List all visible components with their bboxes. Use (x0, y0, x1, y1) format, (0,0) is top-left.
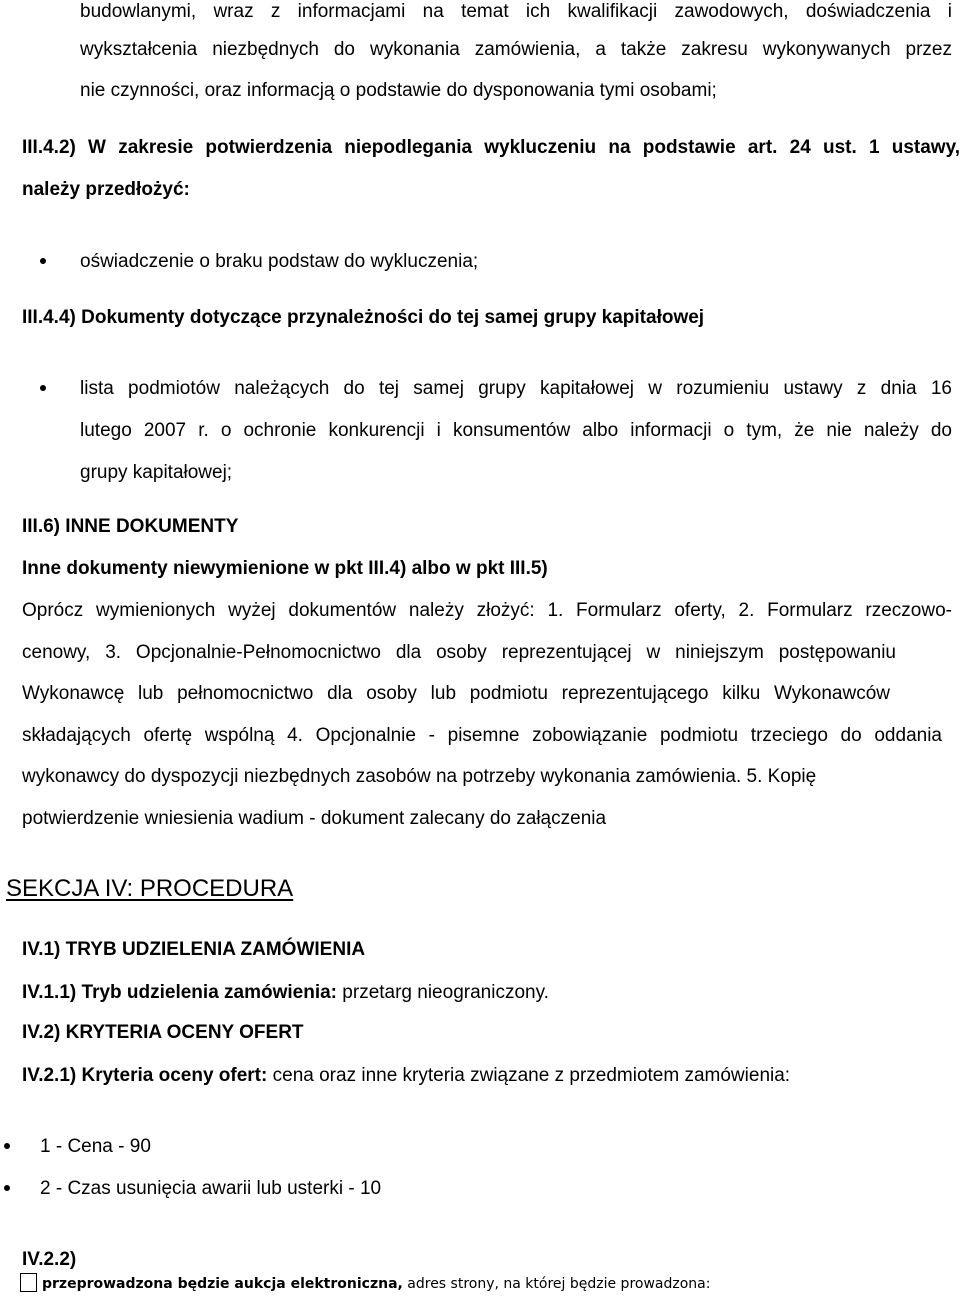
iv21-label: IV.2.1) Kryteria oceny ofert: (22, 1065, 268, 1086)
iv21-value: cena oraz inne kryteria związane z przedmiotem zamówienia: (267, 1065, 791, 1086)
bullet-icon (40, 258, 46, 264)
auction-row (42, 1275, 710, 1293)
auction-value: adres strony, na której będzie prowadzona: (402, 1276, 711, 1292)
heading-iv22: IV.2.2) (22, 1249, 77, 1270)
list-item: oświadczenie o braku podstaw do wykluczenia; (80, 251, 479, 272)
intro-line: nie czynności, oraz informacją o podstawie do dysponowania tymi osobami; (80, 80, 717, 101)
heading-iv2: IV.2) KRYTERIA OCENY OFERT (22, 1022, 304, 1043)
iv11-label: IV.1.1) Tryb udzielenia zamówienia: (22, 982, 338, 1003)
auction-label: przeprowadzona będzie aukcja elektroniczna, (42, 1276, 403, 1292)
bullet-icon (4, 1185, 10, 1191)
intro-line: budowlanymi, wraz z informacjami na temat ich kwalifikacji zawodowych, doświadczenia i (80, 1, 952, 22)
criteria-item: 1 - Cena - 90 (40, 1136, 151, 1157)
list-item: lista podmiotów należących do tej samej grupy kapitałowej w rozumieniu ustawy z dnia 16 (80, 378, 952, 399)
iv11-value: przetarg nieograniczony. (337, 982, 549, 1003)
iv11-row (22, 981, 549, 1005)
paragraph-line: składających ofertę wspólną 4. Opcjonalnie - pisemne zobowiązanie podmiotu trzeciego do oddania (22, 725, 942, 746)
section-heading-342: III.4.2) W zakresie potwierdzenia niepodlegania wykluczeniu na podstawie art. 24 ust. 1 ustawy, (22, 137, 960, 158)
iv21-row (22, 1064, 790, 1088)
section-heading-344: III.4.4) Dokumenty dotyczące przynależności do tej samej grupy kapitałowej (22, 307, 705, 328)
paragraph-line: Oprócz wymienionych wyżej dokumentów należy złożyć: 1. Formularz oferty, 2. Formularz rzeczowo- (22, 600, 952, 621)
list-item-cont: grupy kapitałowej; (80, 462, 233, 483)
criteria-item: 2 - Czas usunięcia awarii lub usterki - 10 (40, 1178, 382, 1199)
paragraph-line: cenowy, 3. Opcjonalnie-Pełnomocnictwo dla osoby reprezentującej w niniejszym postępowaniu (22, 642, 896, 663)
bullet-icon (4, 1143, 10, 1149)
section-heading-36: III.6) INNE DOKUMENTY (22, 516, 239, 537)
paragraph-line: Wykonawcę lub pełnomocnictwo dla osoby lub podmiotu reprezentującego kilku Wykonawców (22, 683, 890, 704)
subheading-36: Inne dokumenty niewymienione w pkt III.4) albo w pkt III.5) (22, 558, 548, 579)
paragraph-line: wykonawcy do dyspozycji niezbędnych zasobów na potrzeby wykonania zamówienia. 5. Kopię (22, 766, 817, 787)
section-title: SEKCJA IV: PROCEDURA (6, 875, 294, 902)
heading-iv1: IV.1) TRYB UDZIELENIA ZAMÓWIENIA (22, 939, 366, 960)
list-item-cont: lutego 2007 r. o ochronie konkurencji i konsumentów albo informacji o tym, że nie należy do (80, 420, 952, 441)
bullet-icon (40, 385, 46, 391)
section-heading-342-cont: należy przedłożyć: (22, 179, 190, 200)
auction-checkbox[interactable] (20, 1273, 37, 1292)
intro-line: wykształcenia niezbędnych do wykonania zamówienia, a także zakresu wykonywanych przez (80, 39, 952, 60)
paragraph-line: potwierdzenie wniesienia wadium - dokument zalecany do załączenia (22, 808, 607, 829)
